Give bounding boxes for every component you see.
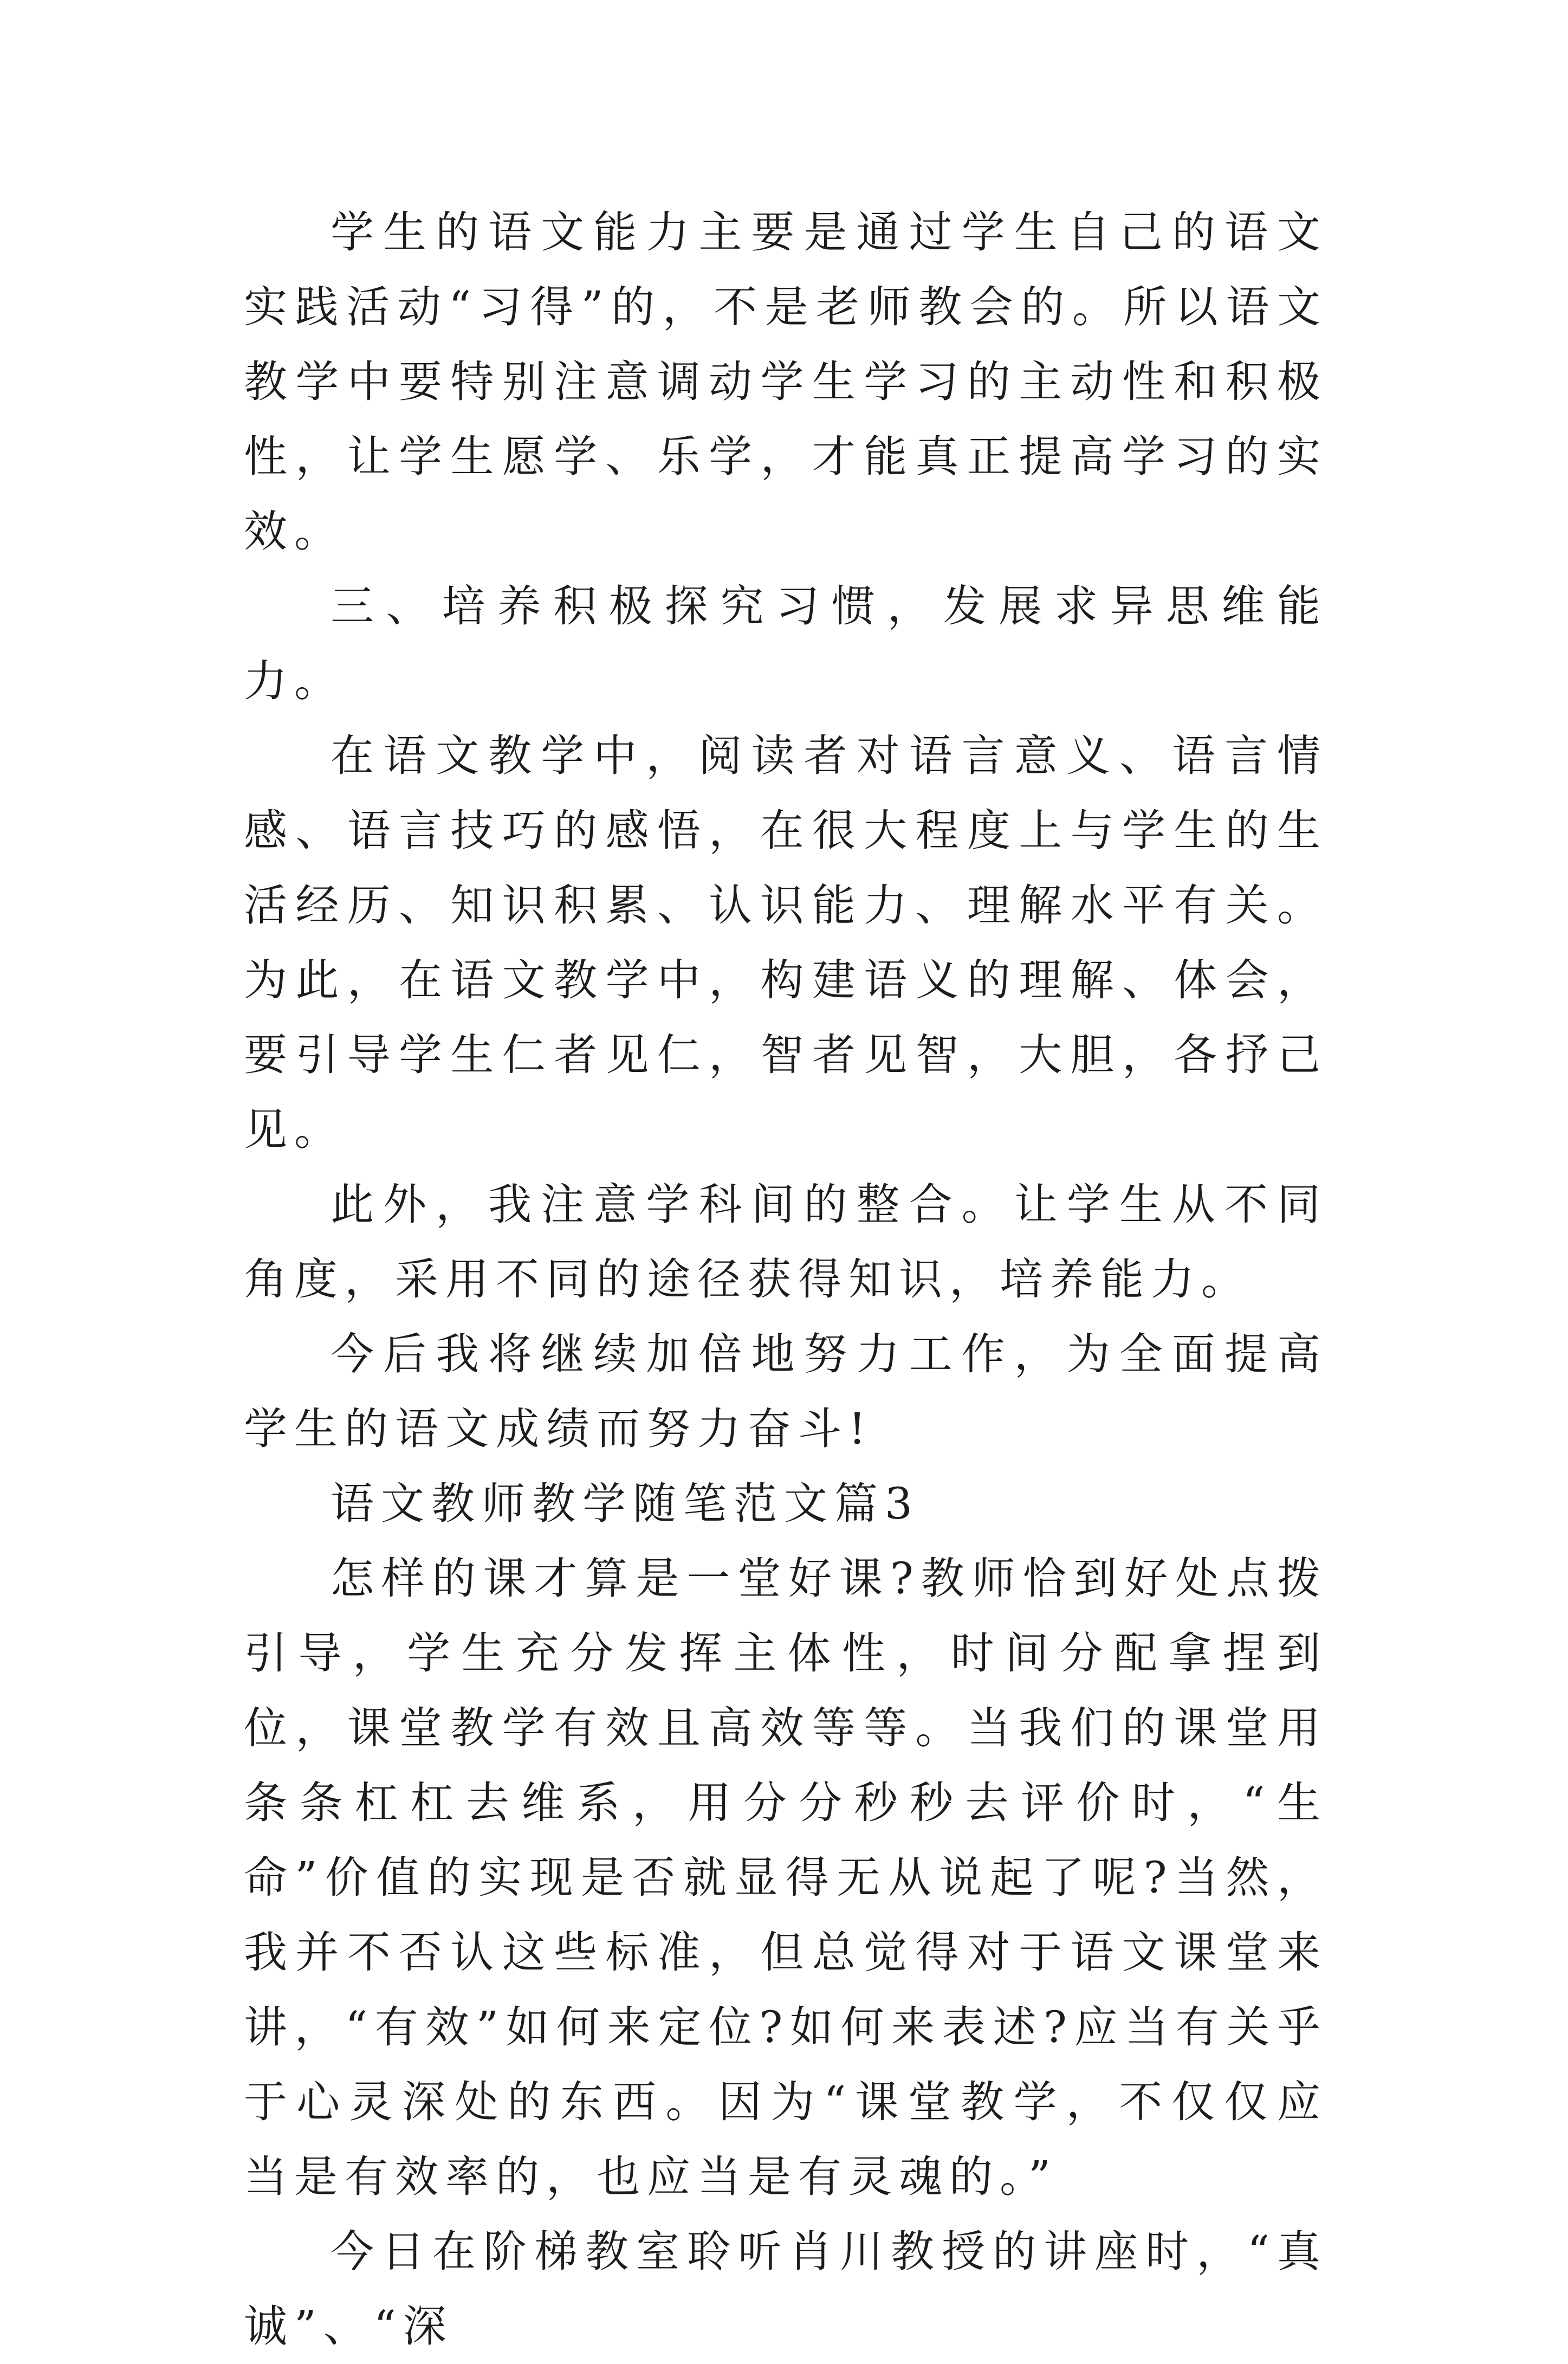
body-text [244, 195, 1327, 2364]
paragraph-5: 怎样的课才算是一堂好课?教师恰到好处点拨引导，学生充分发挥主体性，时间分配拿捏到位，课堂教学有效且高效等等。当我们的课堂用条条杠杠去维系，用分分秒秒去评价时，“生命”价值的实现是否就显得无从说起了呢?当然，我并不否认这些标准，但总觉得对于语文课堂来讲，“有效”如何来定位?如何来表述?应当有关乎于心灵深处的东西。因为“课堂教学，不仅仅应当是有效率的，也应当是有灵魂的。” [244, 1553, 1327, 2202]
article-title: 语文教师教学随笔范文篇3 [331, 1478, 919, 1529]
paragraph-4: 今后我将继续加倍地努力工作，为全面提高学生的语文成绩而努力奋斗! [244, 1329, 1327, 1454]
paragraph-6: 今日在阶梯教室聆听肖川教授的讲座时，“真诚”、“深 [244, 2226, 1327, 2352]
section-heading-3: 三、培养积极探究习惯，发展求异思维能力。 [244, 581, 1327, 706]
paragraph-1: 学生的语文能力主要是通过学生自己的语文实践活动“习得”的，不是老师教会的。所以语文教学中要特别注意调动学生学习的主动性和积极性，让学生愿学、乐学，才能真正提高学习的实效。 [244, 207, 1327, 557]
paragraph-2: 在语文教学中，阅读者对语言意义、语言情感、语言技巧的感悟，在很大程度上与学生的生活经历、知识积累、认识能力、理解水平有关。为此，在语文教学中，构建语义的理解、体会，要引导学生仁者见仁，智者见智，大胆，各抒己见。 [244, 731, 1327, 1155]
paragraph-3: 此外，我注意学科间的整合。让学生从不同角度，采用不同的途径获得知识，培养能力。 [244, 1179, 1327, 1304]
